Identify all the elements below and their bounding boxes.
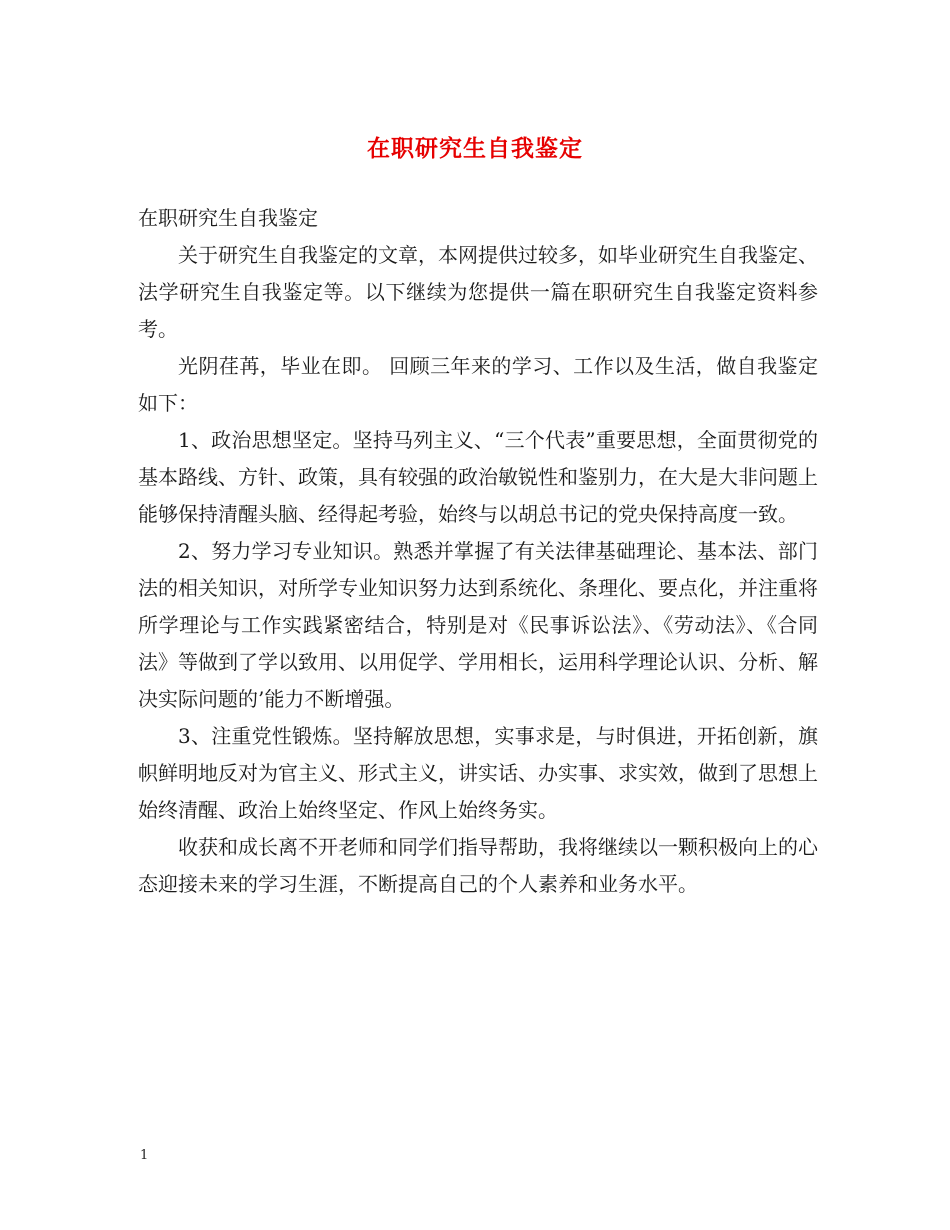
document-body <box>138 200 818 903</box>
paragraph-political: 1、政治思想坚定。坚持马列主义、“三个代表”重要思想，全面贯彻党的基本路线、方针、政策，具有较强的政治敏锐性和鉴别力，在大是大非问题上能够保持清醒头脑、经得起考验，始终与以胡总书记的党央保持高度一致。 <box>138 428 818 526</box>
paragraph-party: 3、注重党性锻炼。坚持解放思想，实事求是，与时俱进，开拓创新，旗帜鲜明地反对为官主义、形式主义，讲实话、办实事、求实效，做到了思想上始终清醒、政治上始终坚定、作风上始终务实。 <box>138 724 818 822</box>
paragraph-intro: 关于研究生自我鉴定的文章，本网提供过较多，如毕业研究生自我鉴定、法学研究生自我鉴定等。以下继续为您提供一篇在职研究生自我鉴定资料参考。 <box>138 243 818 341</box>
paragraph-overview: 光阴荏苒，毕业在即。 回顾三年来的学习、工作以及生活，做自我鉴定如下： <box>138 354 818 415</box>
page-number: 1 <box>140 1148 149 1163</box>
paragraph-study: 2、努力学习专业知识。熟悉并掌握了有关法律基础理论、基本法、部门法的相关知识，对所学专业知识努力达到系统化、条理化、要点化，并注重将所学理论与工作实践紧密结合，特别是对《民事诉讼法》、《劳动法》、《合同法》等做到了学以致用、以用促学、学用相长，运用科学理论认识、分析、解决实际问题的’能力不断增强。 <box>138 539 818 711</box>
document-title: 在职研究生自我鉴定 <box>367 135 583 162</box>
document-subtitle: 在职研究生自我鉴定 <box>138 206 318 230</box>
paragraph-conclusion: 收获和成长离不开老师和同学们指导帮助，我将继续以一颗积极向上的心态迎接未来的学习生涯，不断提高自己的个人素养和业务水平。 <box>138 835 818 896</box>
